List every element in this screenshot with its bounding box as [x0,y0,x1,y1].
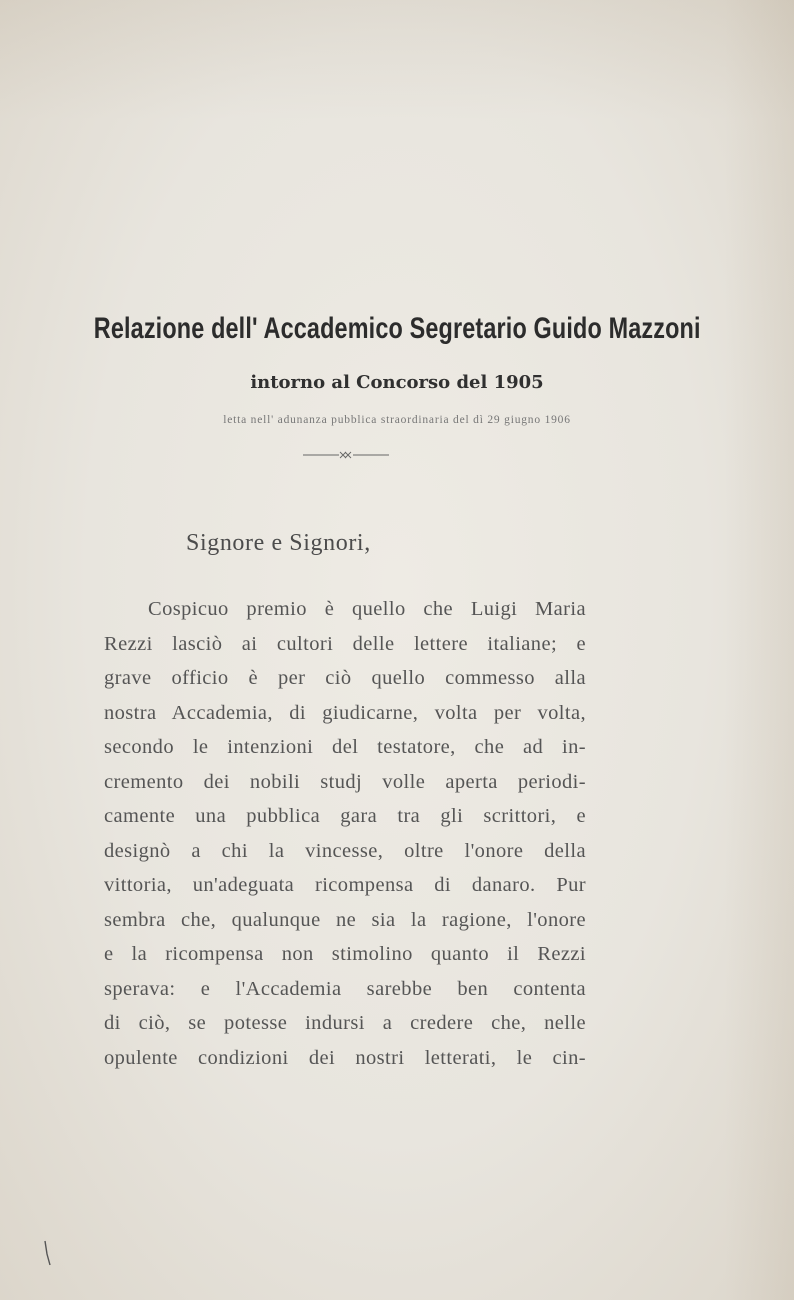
paper-aging-edge [724,0,794,1300]
paper-aging-top [0,0,794,120]
body-line: Cospicuo premio è quello che Luigi Maria [148,598,586,620]
body-line: e la ricompensa non stimolino quanto il Rezzi [104,943,586,965]
body-line: cremento dei nobili studj volle aperta periodi- [104,770,586,793]
reading-note: letta nell' adunanza pubblica straordinaria del dì 29 giugno 1906 [223,414,571,426]
body-line: di ciò, se potesse indursi a credere che, nelle [104,1012,586,1034]
body-line: grave officio è per ciò quello commesso alla [104,667,586,689]
body-line: sembra che, qualunque ne sia la ragione, l'onore [104,908,586,931]
body-line: secondo le intenzioni del testatore, che ad in- [104,736,586,758]
body-line: designò a chi la vincesse, oltre l'onore della [104,839,586,862]
body-line: sperava: e l'Accademia sarebbe ben contenta [104,977,586,1000]
body-line: opulente condizioni dei nostri letterati, le cin- [104,1046,586,1069]
body-line: vittoria, un'adeguata ricompensa di danaro. Pur [104,874,586,896]
body-line: camente una pubblica gara tra gli scrittori, e [104,805,586,827]
body-paragraph [104,592,586,1075]
salutation: Signore e Signori, [186,530,371,556]
document-subtitle: intorno al Concorso del 1905 [250,372,544,393]
margin-pencil-mark [44,1240,52,1266]
body-line: Rezzi lasciò ai cultori delle lettere italiane; e [104,632,586,655]
document-title: Relazione dell' Accademico Segretario Guido Mazzoni [93,312,701,345]
body-line: nostra Accademia, di giudicarne, volta per volta, [104,701,586,724]
ornament-divider [303,450,389,460]
